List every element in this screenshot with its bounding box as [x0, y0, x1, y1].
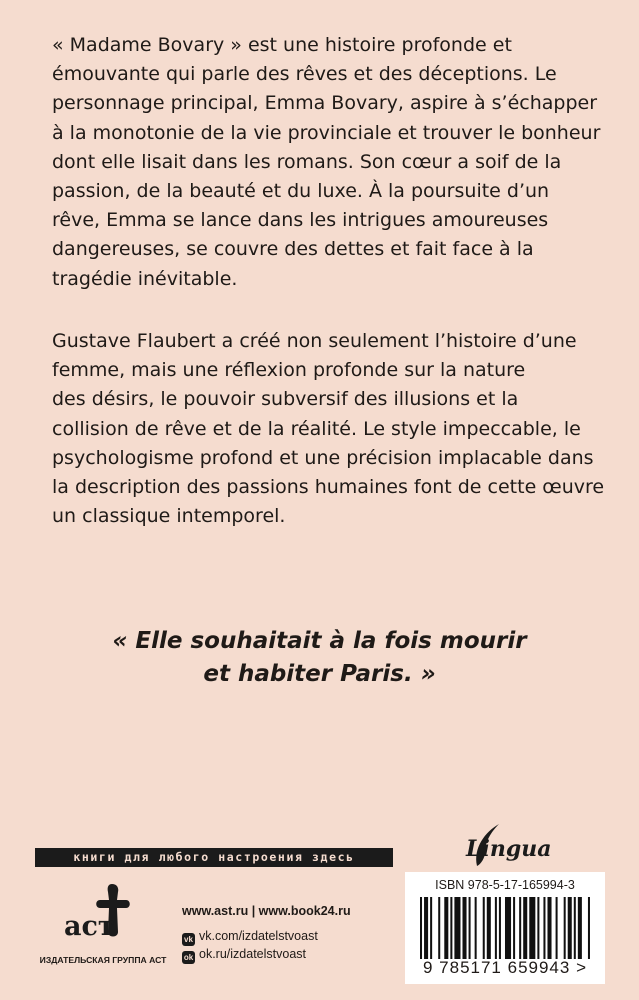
barcode-bar: [483, 897, 485, 959]
text-line: émouvante qui parle des rêves et des déceptions. Le: [52, 63, 557, 86]
barcode-bar: [523, 897, 527, 959]
barcode-panel: [405, 872, 605, 984]
barcode-bar: [430, 897, 432, 959]
barcode-bar: [513, 897, 515, 959]
barcode-bar: [495, 897, 497, 959]
barcode-bar: [574, 897, 576, 959]
text-line: femme, mais une réflexion profonde sur la nature: [52, 359, 526, 382]
isbn-label: ISBN 978-5-17-165994-3: [435, 878, 575, 892]
quote-line: et habiter Paris. »: [203, 661, 436, 687]
tagline-banner: книги для любого настроения здесь: [35, 848, 393, 867]
vk-link[interactable]: [182, 929, 318, 946]
barcode-bar: [450, 897, 452, 959]
description-paragraph-2: [52, 327, 605, 531]
barcode-bars: [420, 897, 592, 959]
barcode-bar: [568, 897, 572, 959]
publisher-name: ИЗДАТЕЛЬСКАЯ ГРУППА АСТ: [39, 955, 167, 965]
barcode-bar: [529, 897, 535, 959]
barcode-bar: [499, 897, 501, 959]
barcode-bar: [588, 897, 590, 959]
barcode-bar: [438, 897, 440, 959]
ok-link[interactable]: [182, 947, 306, 964]
text-line: tragédie inévitable.: [52, 267, 238, 290]
barcode-bar: [519, 897, 521, 959]
website-links[interactable]: www.ast.ru | www.book24.ru: [182, 904, 351, 918]
text-line: personnage principal, Emma Bovary, aspire à s’échapper: [52, 92, 598, 115]
barcode-bar: [444, 897, 448, 959]
lingua-series-logo: Lingua: [466, 836, 552, 862]
text-line: la description des passions humaines font de cette œuvre: [52, 476, 605, 499]
vk-link-text: vk.com/izdatelstvoast: [199, 929, 318, 943]
barcode-bar: [475, 897, 477, 959]
barcode-number: 9 785171 659943 >: [422, 958, 587, 977]
ast-logo-text: аст: [64, 911, 115, 942]
barcode-bar: [487, 897, 491, 959]
text-line: passion, de la beauté et du luxe. À la poursuite d’un: [52, 180, 550, 203]
text-line: « Madame Bovary » est une histoire profonde et: [52, 34, 512, 56]
vk-icon: vk: [182, 933, 195, 946]
barcode-bar: [564, 897, 566, 959]
ok-icon: ok: [183, 953, 194, 962]
barcode-bar: [543, 897, 545, 959]
quote-line: « Elle souhaitait à la fois mourir: [112, 628, 527, 654]
barcode-bar: [469, 897, 471, 959]
barcode-bar: [556, 897, 558, 959]
barcode-bar: [537, 897, 539, 959]
contact-links: [182, 904, 351, 918]
ok-link-text: ok.ru/izdatelstvoast: [199, 947, 306, 961]
text-line: dont elle lisait dans les romans. Son cœur a soif de la: [52, 150, 562, 173]
barcode-bar: [454, 897, 460, 959]
barcode-bar: [578, 897, 582, 959]
text-line: rêve, Emma se lance dans les intrigues amoureuses: [52, 209, 549, 232]
barcode-bar: [462, 897, 466, 959]
text-line: dangereuses, se couvre des dettes et fait face à la: [52, 238, 534, 261]
text-line: collision de rêve et de la réalité. Le style impeccable, le: [52, 417, 581, 440]
text-line: psychologisme profond et une précision implacable dans: [52, 446, 594, 469]
text-line: à la monotonie de la vie provinciale et trouver le bonheur: [52, 121, 601, 144]
barcode-bar: [505, 897, 511, 959]
text-line: Gustave Flaubert a créé non seulement l’histoire d’une: [52, 330, 577, 352]
barcode-bar: [424, 897, 428, 959]
barcode-bar: [420, 897, 422, 959]
text-line: des désirs, le pouvoir subversif des illusions et la: [52, 388, 519, 411]
text-line: un classique intemporel.: [52, 505, 286, 528]
barcode-bar: [547, 897, 551, 959]
description-paragraph-1: [52, 31, 601, 294]
book-quote: [0, 625, 639, 691]
ast-publisher-logo: [60, 878, 144, 948]
